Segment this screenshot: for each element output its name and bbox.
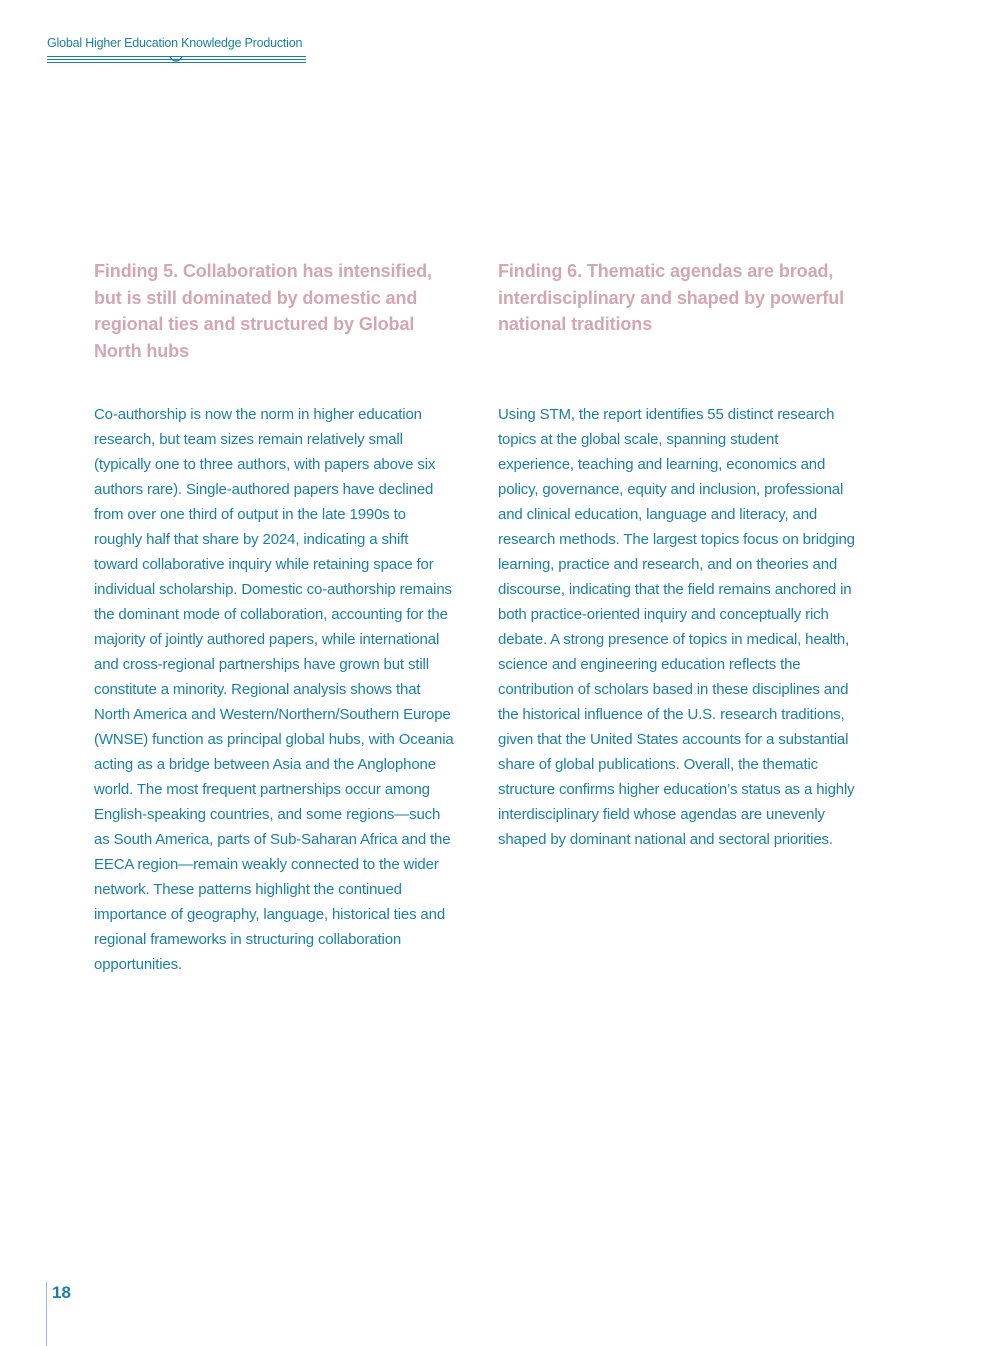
running-header-title: Global Higher Education Knowledge Production <box>47 36 303 50</box>
finding-6-body: Using STM, the report identifies 55 distinct research topics at the global scale, spanning student experience, teaching and learning, economics and policy, governance, equity and inclusion, professional and clinical education, language and literacy, and research methods. The largest topics focus on bridging learning, practice and research, and on theories and discourse, indicating that the field remains anchored in both practice-oriented inquiry and conceptually rich debate. A strong presence of topics in medical, health, science and engineering education reflects the contribution of scholars based in these disciplines and the historical influence of the U.S. research traditions, given that the United States accounts for a substantial share of global publications. Overall, the thematic structure confirms higher education’s status as a highly interdisciplinary field whose agendas are unevenly shaped by dominant national and sectoral priorities. <box>498 406 855 848</box>
page-number: 18 <box>52 1283 71 1302</box>
running-header <box>47 35 306 51</box>
finding-5-heading: Finding 5. Collaboration has intensified, but is still dominated by domestic and regional ties and structured by Global North hubs <box>94 261 432 361</box>
header-rule-ornament <box>47 54 306 66</box>
page-footer <box>46 1282 71 1346</box>
finding-6-heading: Finding 6. Thematic agendas are broad, interdisciplinary and shaped by powerful national traditions <box>498 261 845 334</box>
finding-5-column <box>94 258 454 973</box>
finding-6-column <box>498 258 858 848</box>
finding-5-body: Co-authorship is now the norm in higher education research, but team sizes remain relatively small (typically one to three authors, with papers above six authors rare). Single-authored papers have declined from over one third of output in the late 1990s to roughly half that share by 2024, indicating a shift toward collaborative inquiry while retaining space for individual scholarship. Domestic co-authorship remains the dominant mode of collaboration, accounting for the majority of jointly authored papers, while international and cross-regional partnerships have grown but still constitute a minority. Regional analysis shows that North America and Western/Northern/Southern Europe (WNSE) function as principal global hubs, with Oceania acting as a bridge between Asia and the Anglophone world. The most frequent partnerships occur among English-speaking countries, and some regions—such as South America, parts of Sub-Saharan Africa and the EECA region—remain weakly connected to the wider network. These patterns highlight the continued importance of geography, language, historical ties and regional frameworks in structuring collaboration opportunities. <box>94 406 454 973</box>
